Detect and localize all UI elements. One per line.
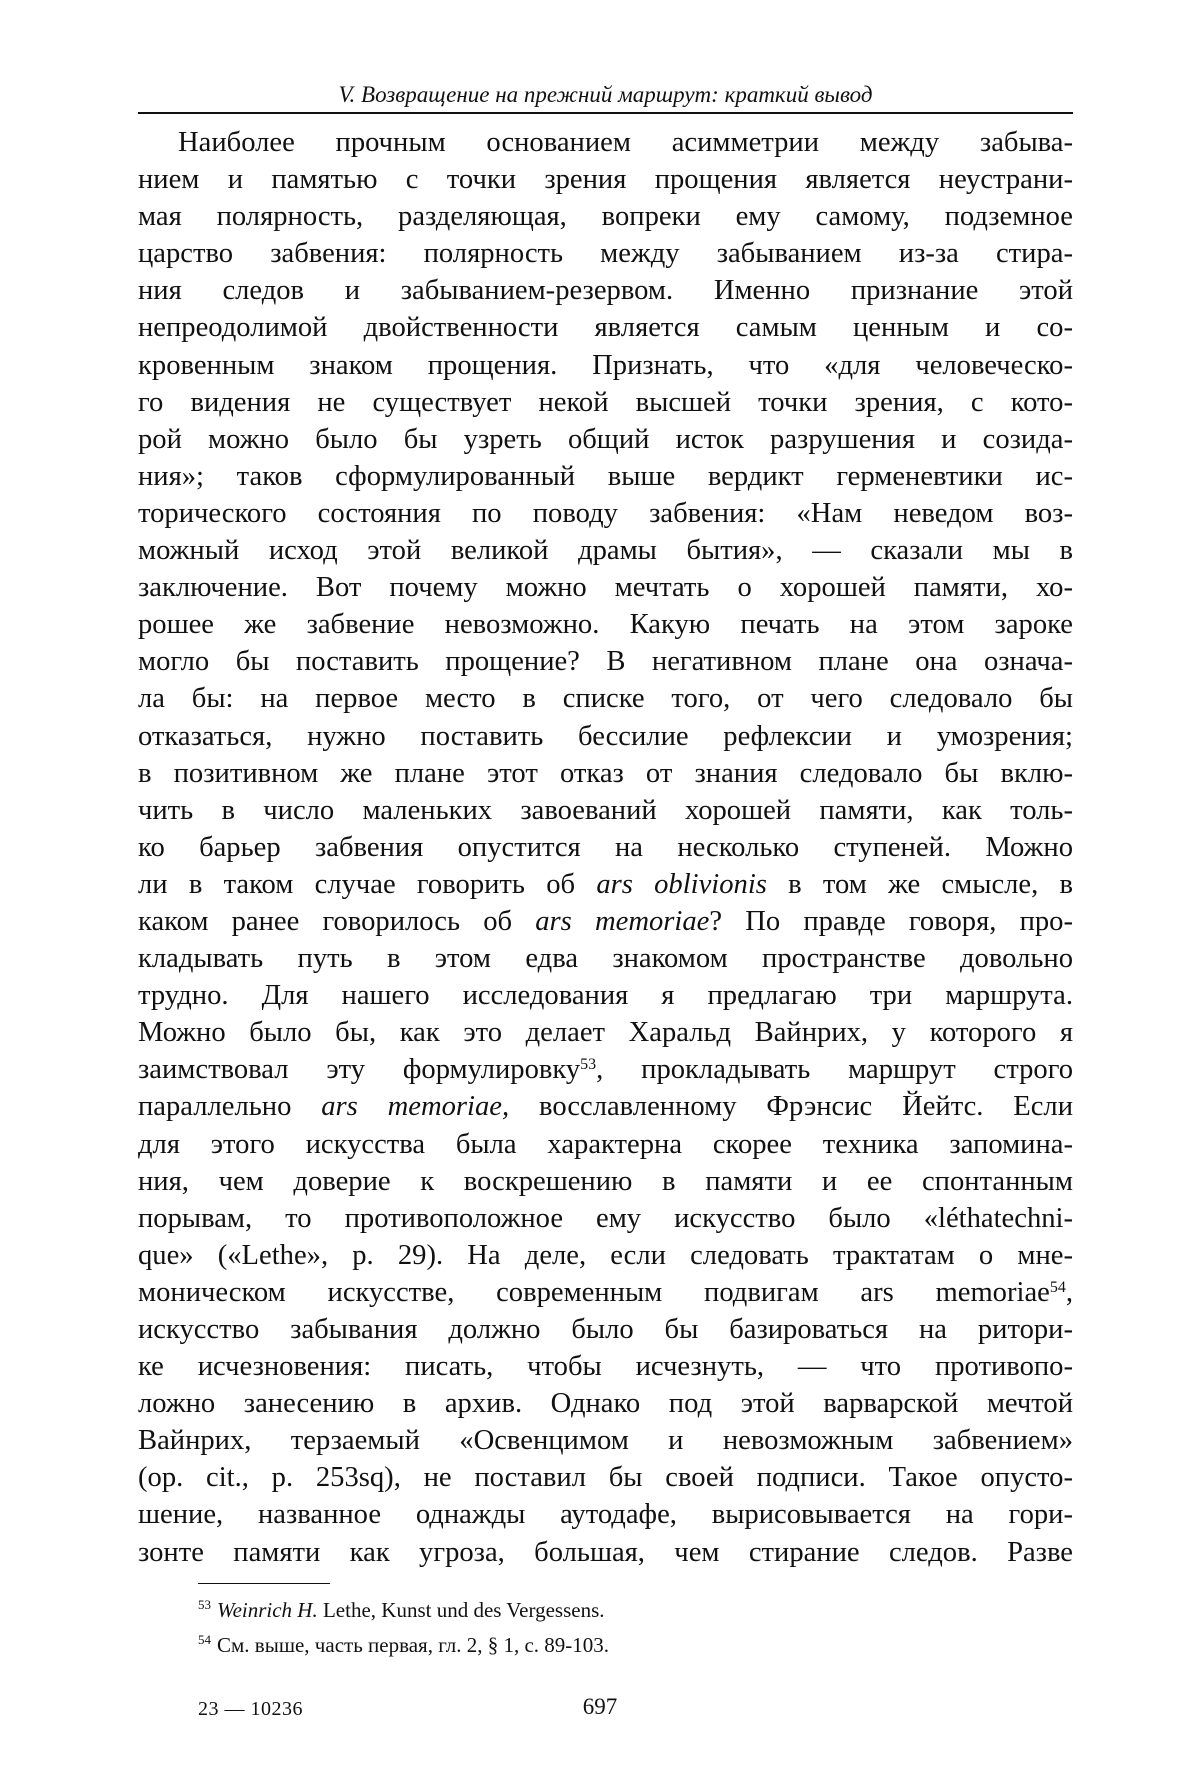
text-segment: , [1065,1276,1073,1308]
footnotes [198,1590,1058,1660]
text-line: Можно было бы, как это делает Харальд Вайнрих, у которого я [138,1017,1073,1049]
text-segment: восславленному Фрэнсис Йейтс. Если [509,1091,1073,1123]
text-line: чить в число маленьких завоеваний хорошей памяти, как толь- [138,794,1073,826]
footnote-author: Weinrich H. [217,1598,318,1622]
text-line: трудно. Для нашего исследования я предлагаю три маршрута. [138,980,1073,1012]
text-line: ла бы: на первое место в списке того, от чего следовало бы [138,683,1073,715]
text-segment: ? По правде говоря, про- [709,905,1073,937]
italic-term: ars memoriae, [321,1091,510,1123]
text-line: в позитивном же плане этот отказ от знания следовало бы вклю- [138,757,1073,789]
text-line: можный исход этой великой драмы бытия», — сказали мы в [138,535,1073,567]
text-line: ке исчезновения: писать, чтобы исчезнуть, — что противопо- [138,1351,1073,1383]
text-line: ния, чем доверие к воскрешению в памяти и ее спонтанным [138,1165,1073,1197]
italic-term: ars oblivionis [596,868,767,900]
text-segment: параллельно [138,1091,322,1123]
text-line: кладывать путь в этом едва знакомом пространстве довольно [138,943,1073,975]
text-segment: моническом искусстве, современным подвигам ars memoriae [138,1276,1050,1308]
footnote-text: Lethe, Kunst und des Vergessens. [317,1598,605,1622]
italic-term: ars memoriae [535,905,710,937]
text-line: порывам, то противоположное ему искусство было «léthatechni- [138,1202,1073,1234]
body-text [138,124,1073,1571]
text-line: рошее же забвение невозможно. Какую печать на этом зароке [138,609,1073,641]
footnote [198,1590,1058,1625]
text-line: Вайнрих, терзаемый «Освенцимом и невозможным забвением» [138,1425,1073,1457]
footnote-ref: 54 [1049,1278,1066,1296]
text-line: искусство забывания должно было бы базироваться на ритори- [138,1314,1073,1345]
text-line: кровенным знаком прощения. Признать, что «для человеческо- [138,349,1073,381]
text-line: ния следов и забыванием-резервом. Именно признание этой [138,275,1073,307]
text-line: царство забвения: полярность между забыванием из-за стира- [138,238,1073,270]
footnote-number: 53 [198,1597,211,1612]
text-segment: каком ранее говорилось об [138,905,536,937]
text-line: (op. cit., p. 253sq), не поставил бы своей подписи. Такое опусто- [138,1462,1073,1494]
text-line: могло бы поставить прощение? В негативном плане она означа- [138,646,1073,678]
text-line: для этого искусства была характерна скорее техника запомина- [138,1128,1073,1160]
text-segment: , прокладывать маршрут строго [596,1054,1074,1086]
text-line: нием и памятью с точки зрения прощения является неустрани- [138,164,1073,196]
text-segment: в том же смысле, в [766,868,1074,900]
printer-signature: 23 — 10236 [198,1698,303,1720]
text-line [138,866,1073,903]
footnote [198,1625,1058,1660]
text-line: зонте памяти как угроза, большая, чем стирание следов. Разве [138,1536,1073,1568]
text-line: ко барьер забвения опустится на несколько ступеней. Можно [138,831,1073,863]
footnote-number: 54 [198,1632,211,1647]
text-line [138,1051,1073,1088]
header-rule [138,112,1073,114]
text-line: заключение. Вот почему можно мечтать о хорошей памяти, хо- [138,572,1073,604]
text-segment: ли в таком случае говорить об [138,868,597,900]
text-line: мая полярность, разделяющая, вопреки ему самому, подземное [138,201,1073,233]
text-line [138,903,1073,940]
footnote-ref: 53 [580,1056,597,1074]
text-line: Наиболее прочным основанием асимметрии между забыва- [178,127,1073,158]
text-line: отказаться, нужно поставить бессилие рефлексии и умозрения; [138,720,1073,752]
text-line: ложно занесению в архив. Однако под этой варварской мечтой [138,1388,1073,1420]
text-segment: заимствовал эту формулировку [138,1054,581,1086]
text-line [138,1088,1073,1125]
text-line: шение, названное однажды аутодафе, вырисовывается на гори- [138,1499,1073,1531]
text-line: рой можно было бы узреть общий исток разрушения и созида- [138,423,1073,455]
text-line: торического состояния по поводу забвения: «Нам неведом воз- [138,497,1073,529]
text-line: que» («Lethe», p. 29). На деле, если следовать трактатам о мне- [138,1239,1073,1271]
text-line: ния»; таков сформулированный выше вердикт герменевтики ис- [138,460,1073,492]
text-line: непреодолимой двойственности является самым ценным и со- [138,312,1073,344]
running-head: V. Возвращение на прежний маршрут: краткий вывод [338,82,873,107]
text-line [138,1274,1073,1311]
text-line: го видения не существует некой высшей точки зрения, с кото- [138,386,1073,418]
footnote-rule [198,1583,330,1584]
footnote-text: См. выше, часть первая, гл. 2, § 1, с. 89-103. [217,1633,610,1657]
page-number: 697 [582,1694,618,1719]
